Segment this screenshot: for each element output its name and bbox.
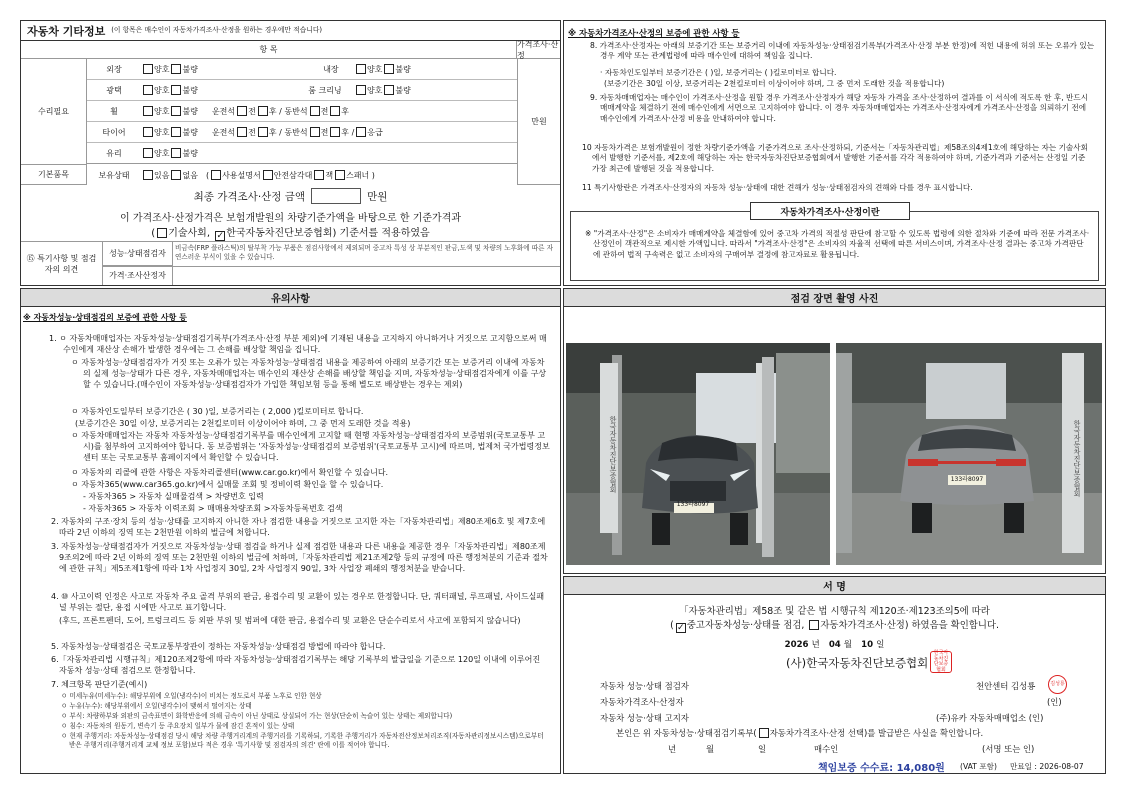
opt-label: 불량 [395,64,411,74]
tire-df-checkbox[interactable] [237,127,247,137]
driver-seat-label: 운전석 [211,106,236,116]
note-7a: ㅇ 미세누유(미세누수): 해당부위에 오일(냉각수)이 비치는 정도로서 부품 노후로 인한 현상 [61,692,322,700]
tire-pf-checkbox[interactable] [310,127,320,137]
ownership-label: 보유상태 [98,170,130,180]
row-gloss [87,80,517,101]
front-label: 전 [320,106,329,116]
none-label: 없음 [182,170,198,180]
manual-label: 사용설명서 [222,170,261,180]
note-3: 3. 자동차성능·상태점검자가 거짓으로 자동차성능·상태 점검을 하거나 실제 점검한 내용과 다른 내용을 제공한 경우「자동차관리법」제80조제9조의2에 따라 2년 이하의 징역 또는 2천만원 이하의 벌금에 처하며,「자동차관리법 제21조제2항 등의 규정에 따른 행정처분의 기준과 절차에 관한 규칙」제5조제1항에 따라 1차 사업정지 30일, 2차 사업정지 90일, 3차 사업장 폐쇄의 행정처분을 받습니다. [51,542,548,573]
buyer-year: 년 [668,744,677,754]
inspector-value: 천안센터 김성룡 [976,681,1036,691]
price-check-checkbox[interactable] [809,620,819,630]
special-label: ⑮ 특기사항 및 점검자의 의견 [21,242,103,285]
rear-passenger-label: 후 / 동반석 [268,106,308,116]
date-year: 2026 [784,640,809,650]
expiry-date: 만료일 : 2026-08-07 [1010,762,1084,771]
none-checkbox[interactable] [171,170,181,180]
note-7: 7. 체크항목 판단기준(예시) [51,680,148,689]
interior-label: 내장 [323,64,339,74]
driver-seat-label: 운전석 [211,127,236,137]
confirm-line: ( ✓ 중고자동차성능·상태를 점검, 자동차가격조사·산정) 하였음을 확인합니다. [670,620,999,633]
room-bad-checkbox[interactable] [384,85,394,95]
exterior-bad-checkbox[interactable] [171,64,181,74]
note-1a: 1. ㅇ 자동차매매업자는 자동차성능·상태점검기록부(가격조사·산정 부분 제외)에 기재된 내용을 고지하지 아니하거나 거짓으로 고지함으로써 매수인에게 재산상 손해가 발생한 경우에는 그 손해를 배상할 책임을 집니다. [49,334,547,354]
date-month: 04 [828,640,841,650]
notifier-value: (주)유카 자동차매매업소 (인) [936,713,1044,723]
law-line: 「자동차관리법」제58조 및 같은 법 시행규칙 제120조·제123조의5에 따라 [679,606,990,617]
opt-label: 양호 [154,127,170,137]
item-10: 10 자동차가격은 보험개발원이 정한 차량기준가액을 기준가격으로 조사·산정하되, 기준서는「자동차관리법」제58조의4제1호에 해당하는 자는 기술사회에서 발행한 기준서를, 제2호에 해당하는 자는 한국자동차진단보증협회에서 발행한 기준서를 각각 적용하여야 하며, 기준가격과 기준서는 산정일 기준 가장 최근에 발행된 것을 적용합니다. [582,143,1088,173]
notes-header: 유의사항 [21,289,560,307]
jack-label: 잭 [325,170,334,180]
gloss-label: 광택 [106,85,122,95]
repair-needed-label: 수리필요 [21,59,87,165]
room-good-checkbox[interactable] [356,85,366,95]
sig-row-confirm [564,727,1105,739]
date-year-unit: 년 [811,640,820,650]
opt-label: 불량 [182,85,198,95]
inspector-label: 자동차 성능·상태 점검자 [600,681,689,691]
note-7b: ㅇ 누유(누수): 해당부위에서 오일(냉각수)이 맺혀서 떨어지는 상태 [61,702,252,710]
opt-label: 양호 [154,148,170,158]
photos-section [563,288,1106,574]
final-price-unit: 만원 [367,190,388,203]
interior-good-checkbox[interactable] [356,64,366,74]
buyer-month: 월 [706,744,715,754]
photos-header: 점검 장면 촬영 사진 [564,289,1105,307]
section-subtitle: (이 항목은 매수인이 자동차가격조사·산정을 원하는 경우에만 적습니다) [111,25,323,34]
final-price-label: 최종 가격조사·산정 금액 [193,190,306,203]
glass-label: 유리 [106,148,122,158]
price-inspector-sign-label: 자동차가격조사·산정자 [600,697,684,707]
fee-text: 책임보증 수수료: 14,080원 [818,763,945,774]
glass-good-checkbox[interactable] [143,148,153,158]
date-day: 10 [861,640,874,650]
row-wheel [87,101,517,122]
rear-car-image [836,343,1102,565]
tire-label: 타이어 [102,127,126,137]
front-label: 전 [248,106,256,116]
tire-pr-checkbox[interactable] [330,127,340,137]
basis-line: 이 가격조사·산정가격은 보험개발원의 차량기준가액을 바탕으로 한 기준가격과 [119,213,462,224]
note-1g: ㅇ 자동차365(www.car365.go.kr)에서 실매물 조회 및 정비이력 확인을 할 수 있습니다. [71,480,384,489]
rear-label: 후 [341,106,350,116]
opt-label: 불량 [182,127,198,137]
receipt-checkbox[interactable] [759,728,769,738]
price-guarantee-section [563,20,1106,286]
wheel-pr-checkbox[interactable] [330,106,340,116]
row-exterior [87,59,517,80]
front-label: 전 [248,127,256,137]
gloss-good-checkbox[interactable] [143,85,153,95]
rear-inspection-photo [836,343,1102,565]
note-1c: ㅇ 자동차인도일부터 보증기간은 ( 30 )일, 보증거리는 ( 2,000 )킬로미터로 합니다. [71,407,364,416]
vehicle-other-info-section [20,20,561,286]
section-title: 자동차 기타정보 [27,24,106,38]
rear-label: 후 / [341,127,355,137]
triangle-label: 안전삼각대 [273,170,313,180]
spanner-label: 스패너 ) [346,170,375,180]
tire-bad-checkbox[interactable] [171,127,181,137]
note-2: 2. 자동차의 구조·장치 등의 성능·상태를 고지하지 아니한 자나 점검한 내용을 거짓으로 고지한 자는「자동차관리법」제80조제6호 및 제7호에 따라 2년 이하의 징역 또는 2천만원 이하의 벌금에 처합니다. [51,517,546,537]
exterior-good-checkbox[interactable] [143,64,153,74]
note-1b: ㅇ 자동차성능·상태점검자가 거짓 또는 오류가 있는 자동차성능·상태점검 내용을 제공하여 아래의 보증기간 또는 보증거리 이내에 자동차의 실제 성능·상태가 다른 경우, 자동차매매업자는 매수인의 재산상 손해를 배상할 책임을 지며, 자동차성능·상태점검자에게 이를 구상할 수 있습니다.(매수인이 자동차성능·상태점검자가 가입한 책임보험 등을 통해 별도로 배상받는 경우는 제외) [71,358,547,389]
wheel-pf-checkbox[interactable] [310,106,320,116]
repair-rows [87,59,517,185]
section-title-row [21,21,560,41]
exterior-label: 외장 [106,64,122,74]
opt-label: 양호 [154,106,170,116]
date-month-unit: 월 [843,640,853,650]
org-seal: 한국자동차진단보증협회 [930,651,952,673]
notes-section [20,288,561,774]
wheel-df-checkbox[interactable] [237,106,247,116]
glass-bad-checkbox[interactable] [171,148,181,158]
opt-label: 양호 [154,85,170,95]
room-cleaning-label: 룸 크리닝 [308,85,342,95]
note-1h: - 자동차365 > 자동차 실매물검색 > 차량번호 입력 [83,492,264,501]
final-price-input[interactable] [311,188,361,204]
basis-kadi-checkbox[interactable]: ✓ [216,231,224,241]
tire-good-checkbox[interactable] [143,127,153,137]
special-notes [21,241,560,285]
opt-label: 양호 [154,64,170,74]
definition-text: ※ "가격조사·산정"은 소비자가 매매계약을 체결함에 있어 중고차 가격의 적절성 판단에 참고할 수 있도록 법령에 의한 절차와 기준에 따라 전문 가격조사·산정인이 객관적으로 제시한 가액입니다. 따라서 "가격조사·산정"은 소비자의 자율적 선택에 따른 서비스이며, 가격조사·산정 결과는 중고차 가격판단에 관하여 법적 구속력은 없고 소비자의 구매여부 결정에 참고자료로 활용됩니다. [585,229,1090,259]
note-1e: ㅇ 자동차매매업자는 자동차 자동차성능·상태점검기록부를 매수인에게 고지할 때 현행 자동차성능·상태점검자의 보증범위(국토교통부 고시)를 첨부하여 고지하여야 합니다. 동 보증범위는 '자동차성능·상태점검의 보증범위'(국토교통부 고시)에 따르며, 법제처 국가법령정보센터 또는 국토교통부 홈페이지에서 확인할 수 있습니다. [71,431,550,462]
has-checkbox[interactable] [143,170,153,180]
price-value: 만원 [517,59,560,185]
note-1i: - 자동차365 > 자동차 이력조회 > 매매용차량조회 >자동차등록번호 검색 [83,504,343,513]
interior-bad-checkbox[interactable] [384,64,394,74]
opt-label: 양호 [366,85,383,95]
rear-plate: 133라8097 [950,476,984,483]
price-inspector-sign-value: (인) [1047,697,1062,707]
buyer-sign: (서명 또는 인) [982,744,1035,754]
pillar-text-left: 한국자동차진단보증협회 [609,415,617,493]
item-8-sub2: (보증기간은 30일 이상, 보증거리는 2천킬로미터 이상이어야 하며, 그 중 먼저 도래한 것을 적용합니다) [604,79,945,88]
note-7e: ㅇ 현재 주행거리: 자동차성능·상태점검 당시 해당 차량 주행거리계의 주행거리를 기록하되, 기록한 주행거리가 자동차전산정보처리조직(자동차관리정보시스템)으로부터 받은 주행거리(주행거리계 교체 정보 포함)보다 적은 경우 '특기사항 및 점검자의 의견' 란에 이를 적어야 합니다. [61,732,544,749]
triangle-checkbox[interactable] [263,170,273,180]
front-label: 전 [320,127,329,137]
receipt-b: 자동차가격조사·산정 선택)를 발급받은 사실을 확인합니다. [769,728,984,738]
opt-label: 불량 [182,64,198,74]
item-11: 11 특기사항란은 가격조사·산정자의 자동차 성능·상태에 대한 견해가 성능·상태점검자의 견해와 다를 경우 표시합니다. [582,183,973,192]
signature-header: 서 명 [564,577,1105,595]
opt-label: 불량 [182,148,198,158]
perf-label: 성능·상태점검자 [103,242,173,266]
receipt-a: 본인은 위 자동차성능·상태점검기록부( [616,728,757,738]
signature-section [563,576,1106,774]
basis-options: ( 기술사회, ✓ 한국자동차진단보증협회) 기준서를 적용하였음 [151,228,430,241]
rear-passenger-label: 후 / 동반석 [268,127,308,137]
wheel-dr-checkbox[interactable] [258,106,268,116]
note-1d: (보증기간은 30일 이상, 보증거리는 2천킬로미터 이상이어야 하며, 그 중 먼저 도래한 것을 적용) [75,419,411,428]
confirm-b: 자동차가격조사·산정) 하였음을 확인합니다. [820,620,999,631]
note-1f: ㅇ 자동차의 리콜에 관한 사항은 자동차리콜센터(www.car.go.kr)에서 확인할 수 있습니다. [71,468,389,477]
note-7d: ㅇ 침수: 자동차의 원동기, 변속기 등 주요장치 일부가 물에 잠긴 흔적이 있는 상태 [61,722,295,730]
wheel-label: 휠 [110,106,118,116]
org-name: (사)한국자동차진단보증협회 [786,656,929,670]
spanner-checkbox[interactable] [335,170,345,180]
perf-check-checkbox[interactable]: ✓ [676,623,685,633]
front-plate: 133라8097 [676,501,710,508]
basis-opt2: 한국자동차진단보증협회) 기준서를 적용하였음 [226,228,430,239]
buyer-label: 매수인 [814,744,839,754]
has-label: 있음 [154,170,170,180]
perf-text: 비금속(FRP 플라스틱)의 탈부착 가능 부품은 점검사항에서 제외되며 중고차 특성 상 부분적인 판금,도색 및 차량의 노후화에 따른 자연스러운 부식이 있을 수 있습니다. [175,244,553,261]
date-line [564,638,1105,650]
opt-label: 불량 [182,106,198,116]
basis-tech-checkbox[interactable] [157,228,167,238]
item-8: 8. 가격조사·산정자는 아래의 보증기간 또는 보증거리 이내에 자동차성능·상태점검기록부(가격조사·산정 부분 한정)에 적힌 내용에 허위 또는 오류가 있는 경우 계약 또는 관계법령에 따라 매수인에 대하여 책임을 집니다. [590,41,1095,61]
manual-checkbox[interactable] [211,170,221,180]
notes-heading: ※ 자동차성능·상태점검의 보증에 관한 사항 등 [23,313,187,322]
definition-title: 자동차가격조사·산정이란 [750,202,910,220]
front-inspection-photo [566,343,830,565]
wheel-bad-checkbox[interactable] [171,106,181,116]
wheel-good-checkbox[interactable] [143,106,153,116]
date-day-unit: 일 [876,640,885,650]
basic-items-label: 기본품목 [21,165,87,185]
confirm-a: 중고자동차성능·상태를 점검, [686,620,805,631]
item-column-header: 항 목 [21,41,517,58]
price-column-header: 가격조사·산정 [517,39,559,60]
emergency-label: 응급 [367,127,383,137]
opt-label: 양호 [366,64,383,74]
pillar-text-right: 한국자동차진단보증협회 [1073,419,1081,497]
note-7c: ㅇ 부식: 차량하부와 외판의 금속표면이 화학반응에 의해 금속이 아닌 상태로 상실되어 가는 현상(단순히 녹슬어 있는 상태는 제외합니다) [61,712,453,720]
jack-checkbox[interactable] [314,170,324,180]
definition-box [570,211,1099,281]
tire-emergency-checkbox[interactable] [356,127,366,137]
item-8-sub1: · 자동차인도일부터 보증기간은 ( )일, 보증거리는 ( )킬로미터로 합니다. [600,68,837,77]
note-4b: (후드, 프론트펜더, 도어, 트렁크리드 등 외판 부위 및 범퍼에 대한 판금, 용접수리 및 교환은 단순수리로서 사고에 포함되지 않습니다) [59,616,521,625]
opt-label: 불량 [395,85,411,95]
final-price-row [21,185,560,207]
table-header-row [21,41,560,59]
row-glass [87,143,517,164]
price-guarantee-heading: ※ 자동차가격조사·산정의 보증에 관한 사항 등 [568,28,740,38]
row-ownership: 보유상태 있음 없음 ( 사용설명서 안전삼각대 잭 스패너 ) [87,165,517,185]
basis-opt1: 기술사회, [168,228,211,239]
row-tire [87,122,517,143]
note-4: 4. ⑩ 사고이력 인정은 사고로 자동차 주요 골격 부위의 판금, 용접수리 및 교환이 있는 경우로 한정합니다. 단, 쿼터패널, 루프패널, 사이드실패널 부위는 절단, 용접 시에만 사고로 표기합니다. [51,592,545,612]
note-5: 5. 자동차성능·상태점검은 국토교통부장관이 정하는 자동차성능·상태점검 방법에 따라야 합니다. [51,642,386,651]
note-6: 6.「자동차관리법 시행규칙」제120조제2항에 따라 자동차성능·상태점검기록부는 해당 기록부의 발급일을 기준으로 120일 이내에 이루어진 자동차 성능·상태 점검으로 한정합니다. [51,655,541,675]
tire-dr-checkbox[interactable] [258,127,268,137]
item-9: 9. 자동차매매업자는 매수인이 가격조사·산정을 원할 경우 가격조사·산정자가 해당 자동차 가격을 조사·산정하여 결과를 이 서식에 적도록 한 후, 반드시 매매계약을 체결하기 전에 매수인에게 서면으로 고지하여야 합니다. 이 경우 자동차매매업자는 가격조사·산정자에게 가격조사·산정을 의뢰하기 전에 매수인에게 가격조사·산정 비용을 안내하여야 합니다. [590,93,1089,123]
inspector-seal: 김성룡 [1048,675,1067,694]
buyer-day: 일 [758,744,767,754]
gloss-bad-checkbox[interactable] [171,85,181,95]
fee-note: (VAT 포함) [960,762,997,771]
price-inspector-label: 가격·조사산정자 [103,266,173,285]
notifier-label: 자동차 성능·상태 고지자 [600,713,689,723]
